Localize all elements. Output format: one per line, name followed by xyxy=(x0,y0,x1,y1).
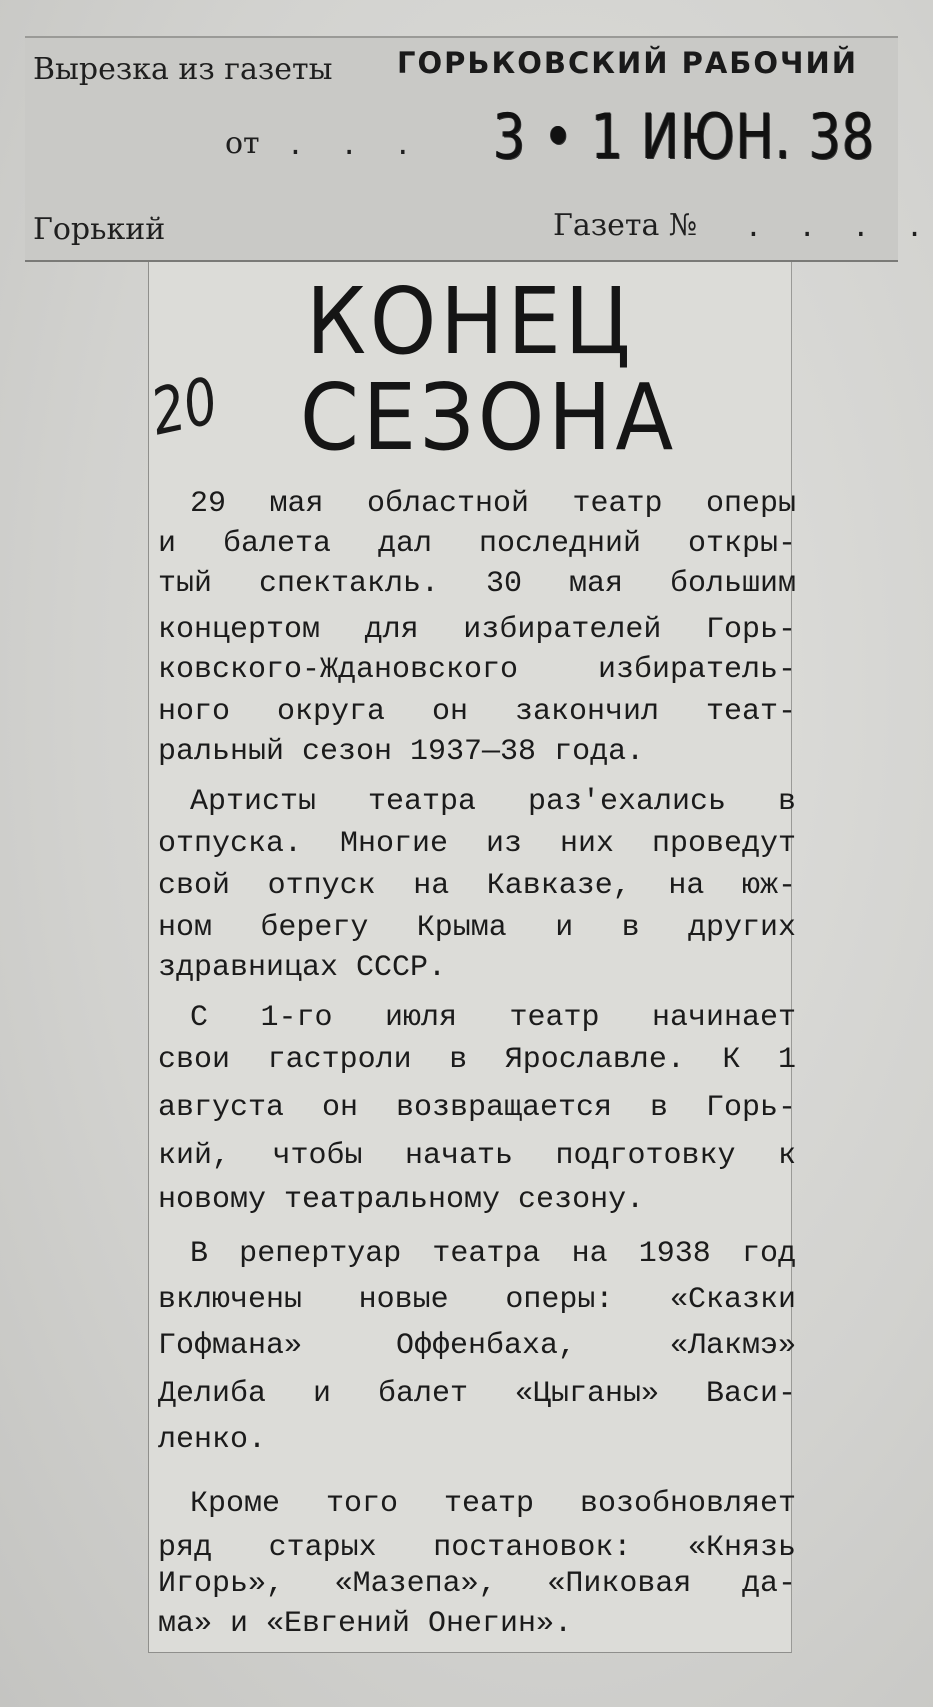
body-line: кий, чтобы начать подготовку к xyxy=(158,1139,796,1173)
body-line: Игорь», «Мазепа», «Пиковая да- xyxy=(158,1567,796,1601)
body-line: Артисты театра раз'ехались в xyxy=(190,785,796,819)
body-line: включены новые оперы: «Сказки xyxy=(158,1283,796,1317)
body-line: ральный сезон 1937—38 года. xyxy=(158,735,645,769)
body-line: 29 мая областной театр оперы xyxy=(190,487,796,521)
headline-line-1: КОНЕЦ xyxy=(306,268,634,375)
body-line: свой отпуск на Кавказе, на юж- xyxy=(158,869,796,903)
body-line: отпуска. Многие из них проведут xyxy=(158,827,796,861)
paper-number-label: Газета № xyxy=(553,208,698,243)
body-line: свои гастроли в Ярославле. К 1 xyxy=(158,1043,796,1077)
newspaper-name: ГОРЬКОВСКИЙ РАБОЧИЙ xyxy=(397,46,859,80)
date-stamp: 3 • 1 ИЮН. 38 xyxy=(493,100,875,173)
body-line: ного округа он закончил теат- xyxy=(158,695,796,729)
body-line: здравницах СССР. xyxy=(158,951,447,985)
clipping-label: Вырезка из газеты xyxy=(33,52,333,87)
body-line: новому театральному сезону. xyxy=(158,1183,645,1217)
clipping-stamp-header xyxy=(25,36,933,262)
body-line: Делиба и балет «Цыганы» Васи- xyxy=(158,1377,796,1411)
body-line: ма» и «Евгений Онегин». xyxy=(158,1607,573,1641)
paper-number-dots: . . . . xyxy=(745,210,933,243)
body-line: С 1-го июля театр начинает xyxy=(190,1001,796,1035)
body-line: Кроме того театр возобновляет xyxy=(190,1487,796,1521)
from-label: от xyxy=(225,126,260,161)
city-label: Горький xyxy=(33,212,166,247)
body-line: ленко. xyxy=(158,1423,267,1457)
from-dots: . . . xyxy=(287,128,422,161)
handwritten-number: 20 xyxy=(145,364,225,451)
body-line: ковского-Ждановского избиратель- xyxy=(158,653,796,687)
body-line: концертом для избирателей Горь- xyxy=(158,613,796,647)
body-line: Гофмана» Оффенбаха, «Лакмэ» xyxy=(158,1329,796,1363)
body-line: и балета дал последний откры- xyxy=(158,527,796,561)
body-line: тый спектакль. 30 мая большим xyxy=(158,567,796,601)
body-line: ряд старых постановок: «Князь xyxy=(158,1531,796,1565)
body-line: В репертуар театра на 1938 год xyxy=(190,1237,796,1271)
headline-line-2: СЕЗОНА xyxy=(299,364,677,471)
body-line: августа он возвращается в Горь- xyxy=(158,1091,796,1125)
body-line: ном берегу Крыма и в других xyxy=(158,911,796,945)
